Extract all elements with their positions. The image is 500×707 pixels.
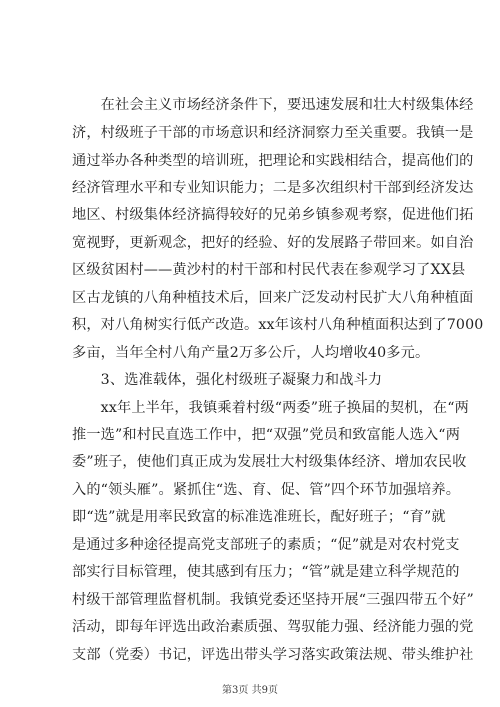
body-line: 积，对八角树实行低产改造。xx年该村八角种植面积达到了7000 bbox=[72, 317, 484, 333]
body-line: 区级贫困村——黄沙村的村干部和村民代表在参观学习了XX县 bbox=[72, 262, 466, 278]
body-line: 活动，即每年评选出政治素质强、驾驭能力强、经济能力强的党 bbox=[72, 619, 474, 635]
body-line: 委”班子，使他们真正成为发展壮大村级集体经济、增加农民收 bbox=[72, 454, 467, 470]
body-line: 通过举办各种类型的培训班，把理论和实践相结合，提高他们的 bbox=[72, 153, 474, 169]
body-line: 是通过多种途径提高党支部班子的素质；“促”就是对农村党支 bbox=[72, 537, 460, 553]
body-line: 济，村级班子干部的市场意识和经济洞察力至关重要。我镇一是 bbox=[72, 125, 474, 141]
body-line: 部实行目标管理，使其感到有压力；“管”就是建立科学规范的 bbox=[72, 564, 460, 580]
section-heading: 3、选准载体，强化村级班子凝聚力和战斗力 bbox=[72, 372, 383, 388]
body-line: 地区、村级集体经济搞得较好的兄弟乡镇参观考察，促进他们拓 bbox=[72, 207, 474, 223]
body-line: 推一选”和村民直选工作中，把“双强”党员和致富能人选入“两 bbox=[72, 427, 461, 443]
body-line: xx年上半年，我镇乘着村级“两委”班子换届的契机，在“两 bbox=[72, 400, 469, 416]
body-line: 经济管理水平和专业知识能力；二是多次组织村干部到经济发达 bbox=[72, 180, 474, 196]
body-line: 多亩，当年全村八角产量2万多公斤，人均增收40多元。 bbox=[72, 345, 430, 361]
body-line: 村级干部管理监督机制。我镇党委还坚持开展“三强四带五个好” bbox=[72, 592, 474, 608]
body-line: 支部（党委）书记，评选出带头学习落实政策法规、带头维护社 bbox=[72, 647, 474, 663]
body-line: 在社会主义市场经济条件下，要迅速发展和壮大村级集体经 bbox=[72, 97, 474, 113]
body-line: 入的“领头雁”。紧抓住“选、育、促、管”四个环节加强培养。 bbox=[72, 482, 461, 498]
body-line: 宽视野，更新观念，把好的经验、好的发展路子带回来。如自治 bbox=[72, 235, 474, 251]
body-line: 区古龙镇的八角种植技术后，回来广泛发动村民扩大八角种植面 bbox=[72, 290, 474, 306]
page-footer: 第3页 共9页 bbox=[222, 685, 278, 696]
body-line: 即“选”就是用率民致富的标准选准班长，配好班子；“育”就 bbox=[72, 509, 446, 525]
